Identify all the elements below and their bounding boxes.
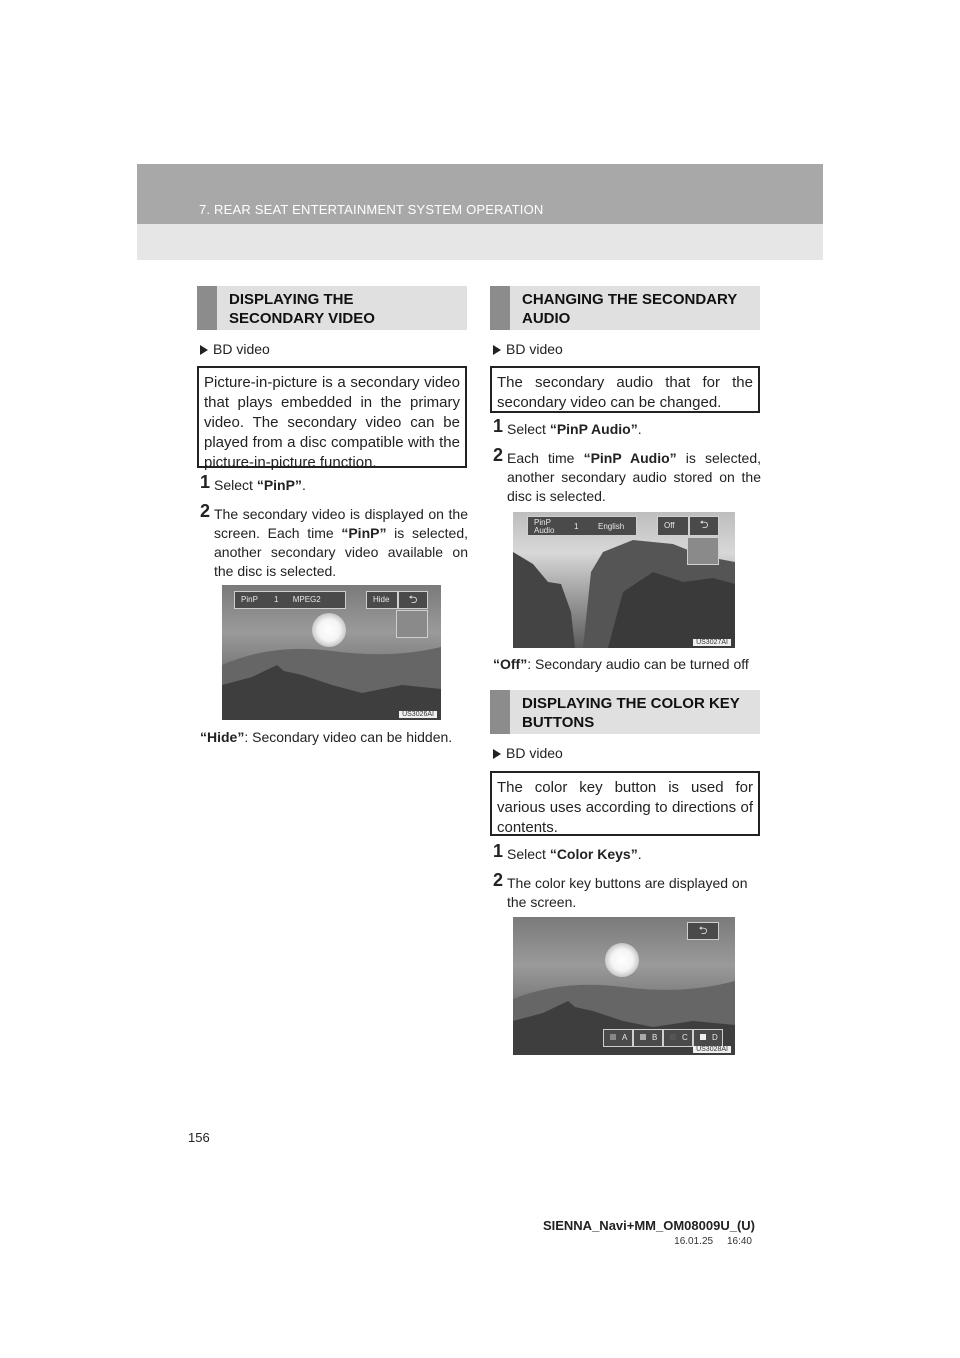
- chapter-header: [137, 164, 823, 260]
- info-box-audio: The secondary audio that for the secondary video can be changed.: [490, 366, 760, 413]
- section-heading-color-keys: [490, 690, 760, 734]
- chapter-title: 7. REAR SEAT ENTERTAINMENT SYSTEM OPERATION: [199, 202, 544, 217]
- document-id: SIENNA_Navi+MM_OM08009U_(U): [542, 1218, 755, 1233]
- screen-color-keys: [513, 917, 735, 1055]
- off-button[interactable]: Off: [657, 516, 689, 536]
- step-2: 2 The color key buttons are displayed on the screen.: [493, 870, 748, 910]
- section-title-line-1: CHANGING THE SECONDARY: [522, 291, 738, 308]
- image-code: US3028AI: [693, 1046, 731, 1053]
- info-box-pinp: Picture-in-picture is a secondary video that plays embedded in the primary video. The secondary video can be played from a disc compatible with the picture-in-picture function.: [197, 366, 467, 468]
- bd-video-label: BD video: [493, 745, 563, 761]
- step-2: 2 The secondary video is displayed on the screen. Each time “PinP” is selected, another secondary video available on the disc is selected.: [200, 501, 468, 579]
- step-2: 2 Each time “PinP Audio” is selected, another secondary audio stored on the disc is selected.: [493, 445, 762, 504]
- secondary-video-thumbnail: [396, 610, 428, 638]
- image-code: US3026AI: [399, 711, 437, 718]
- section-title-line-2: AUDIO: [522, 310, 571, 327]
- page-number: 156: [188, 1130, 210, 1145]
- off-note: “Off”: Secondary audio can be turned off: [493, 656, 749, 672]
- step-1: 1 Select “PinP”.: [200, 472, 306, 493]
- section-title-line-2: BUTTONS: [522, 714, 595, 731]
- triangle-bullet-icon: [493, 345, 501, 355]
- section-title-line-2: SECONDARY VIDEO: [229, 310, 375, 327]
- color-key-b-button[interactable]: B: [633, 1029, 663, 1047]
- section-title-line-1: DISPLAYING THE: [229, 291, 354, 308]
- chapter-header-bar: [137, 164, 823, 224]
- back-button[interactable]: ⮌: [398, 591, 428, 609]
- secondary-video-thumbnail: [687, 537, 719, 565]
- section-heading-secondary-video: [197, 286, 467, 330]
- back-button[interactable]: ⮌: [687, 922, 719, 940]
- step-1: 1 Select “PinP Audio”.: [493, 416, 642, 437]
- hide-note: “Hide”: Secondary video can be hidden.: [200, 729, 453, 745]
- color-key-d-button[interactable]: D: [693, 1029, 723, 1047]
- color-key-c-button[interactable]: C: [663, 1029, 693, 1047]
- image-code: US3027AI: [693, 639, 731, 646]
- bd-video-label: BD video: [200, 341, 270, 357]
- print-timestamp: 16.01.25 16:40: [674, 1236, 752, 1247]
- back-button[interactable]: ⮌: [689, 516, 719, 536]
- screen-pinp: [222, 585, 441, 720]
- section-title-line-1: DISPLAYING THE COLOR KEY: [522, 695, 740, 712]
- info-box-color-keys: The color key button is used for various uses according to directions of contents.: [490, 771, 760, 836]
- bd-video-label: BD video: [493, 341, 563, 357]
- step-1: 1 Select “Color Keys”.: [493, 841, 642, 862]
- triangle-bullet-icon: [200, 345, 208, 355]
- triangle-bullet-icon: [493, 749, 501, 759]
- section-heading-secondary-audio: [490, 286, 760, 330]
- hide-button[interactable]: Hide: [366, 591, 398, 609]
- pinp-audio-button[interactable]: PinP Audio 1 English: [527, 516, 637, 536]
- screen-pinp-audio: [513, 512, 735, 648]
- pinp-button[interactable]: PinP 1 MPEG2: [234, 591, 346, 609]
- color-key-a-button[interactable]: A: [603, 1029, 633, 1047]
